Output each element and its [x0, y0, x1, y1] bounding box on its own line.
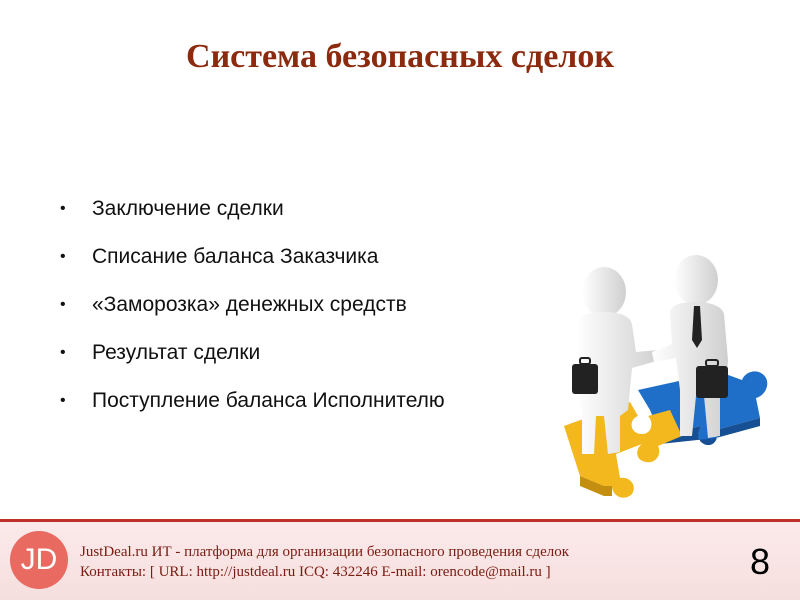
bullet-icon: •: [60, 296, 66, 313]
bullet-text: «Заморозка» денежных средств: [92, 293, 407, 316]
bullet-icon: •: [60, 392, 66, 409]
bullet-item: [56, 384, 445, 432]
footer-band: [0, 522, 800, 600]
page-number: 8: [749, 541, 771, 582]
bullet-icon: •: [60, 200, 66, 217]
bullet-text: Результат сделки: [92, 341, 261, 364]
bullet-item: [56, 288, 445, 336]
bullet-text: Заключение сделки: [92, 197, 284, 220]
bullet-item: [56, 336, 445, 384]
jd-logo: JD: [10, 531, 68, 589]
bullet-icon: •: [60, 344, 66, 361]
businessman-left: [572, 267, 660, 454]
bullet-text: Поступление баланса Исполнителю: [92, 389, 445, 412]
bullet-list: [56, 192, 445, 432]
footer-contacts-line: Контакты: [ URL: http://justdeal.ru ICQ: 432246 E-mail: orencode@mail.ru ]: [80, 564, 551, 580]
bullet-icon: •: [60, 248, 66, 265]
slide-title: Система безопасных сделок: [186, 38, 614, 75]
bullet-item: [56, 192, 445, 240]
bullet-item: [56, 240, 445, 288]
puzzle-piece-yellow: [564, 402, 682, 498]
handshake-puzzle-illustration: [520, 240, 800, 510]
bullet-text: Списание баланса Заказчика: [92, 245, 379, 268]
footer-company-line: JustDeal.ru ИТ - платформа для организации безопасного проведения сделок: [80, 544, 570, 560]
